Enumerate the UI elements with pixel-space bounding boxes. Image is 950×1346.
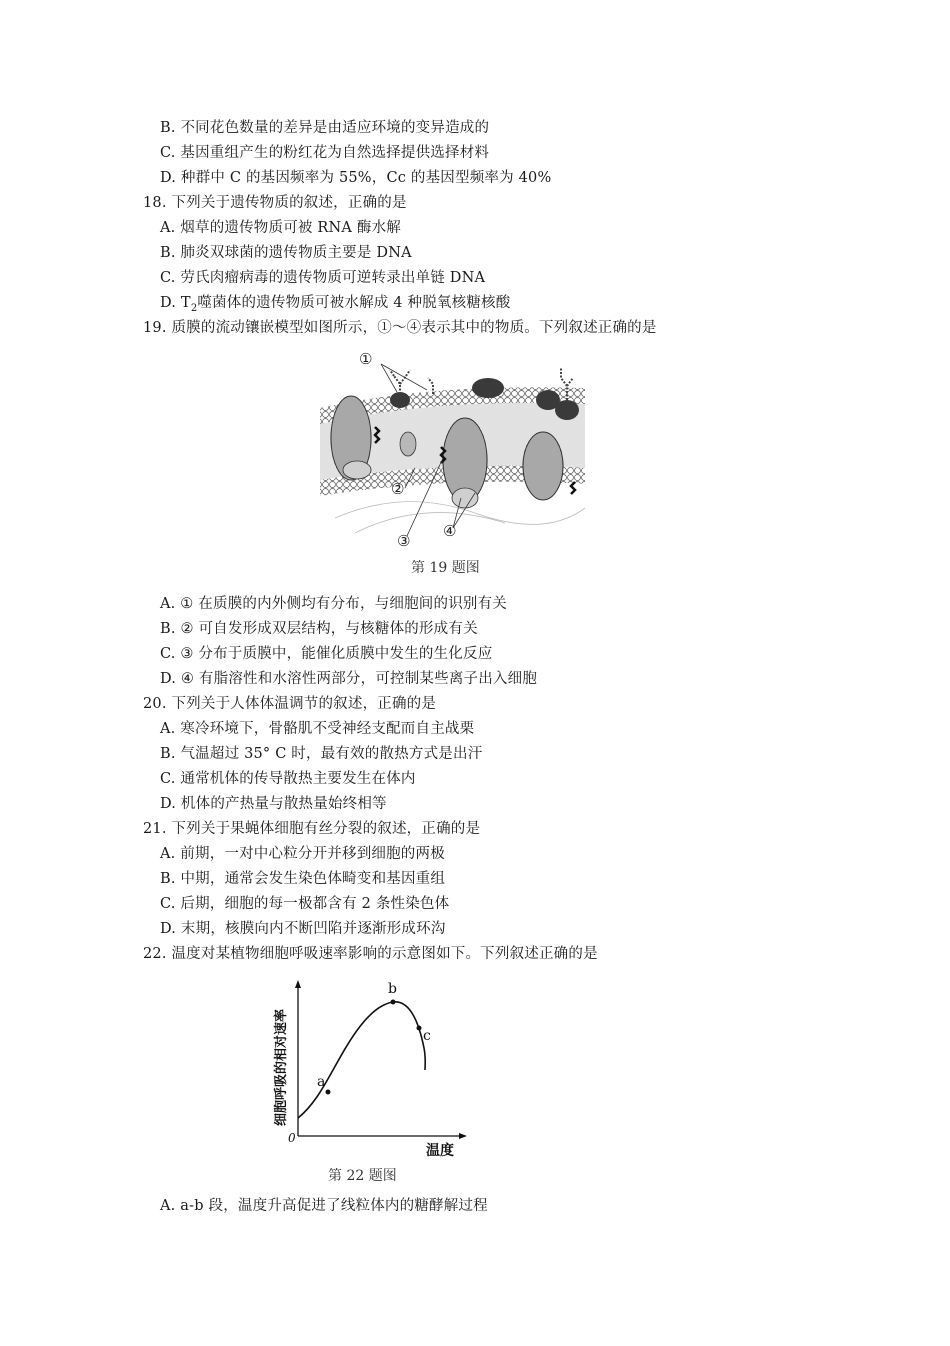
q21-option-b: B. 中期，通常会发生染色体畸变和基因重组 xyxy=(160,871,446,887)
q17-option-b: B. 不同花色数量的差异是由适应环境的变异造成的 xyxy=(160,120,490,136)
q21-option-a: A. 前期，一对中心粒分开并移到细胞的两极 xyxy=(160,846,445,862)
label-1: ① xyxy=(359,350,373,368)
q22-stem: 22. 温度对某植物细胞呼吸速率影响的示意图如下。下列叙述正确的是 xyxy=(143,946,598,962)
point-c xyxy=(417,1026,422,1031)
q21-stem: 21. 下列关于果蝇体细胞有丝分裂的叙述，正确的是 xyxy=(143,821,481,837)
q19-stem: 19. 质膜的流动镶嵌模型如图所示，①～④表示其中的物质。下列叙述正确的是 xyxy=(143,320,657,336)
y-axis-label: 细胞呼吸的相对速率 xyxy=(274,1008,289,1126)
q18-d-prefix: D. T xyxy=(160,295,191,311)
q21-option-d: D. 末期，核膜向内不断凹陷并逐渐形成环沟 xyxy=(160,921,446,937)
q18-d-subscript: 2 xyxy=(190,302,198,314)
q19-option-b: B. ② 可自发形成双层结构，与核糖体的形成有关 xyxy=(160,621,478,637)
q20-option-d: D. 机体的产热量与散热量始终相等 xyxy=(160,796,387,812)
rate-curve xyxy=(298,1002,425,1118)
q20-option-a: A. 寒冷环境下，骨骼肌不受神经支配而自主战栗 xyxy=(160,721,475,737)
q18-option-a: A. 烟草的遗传物质可被 RNA 酶水解 xyxy=(160,220,401,236)
label-3: ③ xyxy=(397,532,411,550)
q17-option-d: D. 种群中 C 的基因频率为 55%，Cc 的基因型频率为 40% xyxy=(160,170,552,186)
point-b xyxy=(391,1000,396,1005)
q17-option-c: C. 基因重组产生的粉红花为自然选择提供选择材料 xyxy=(160,145,490,161)
q18-stem: 18. 下列关于遗传物质的叙述，正确的是 xyxy=(143,195,407,211)
membrane-diagram xyxy=(315,348,590,553)
point-b-label: b xyxy=(388,981,397,997)
q18-option-c: C. 劳氏肉瘤病毒的遗传物质可逆转录出单链 DNA xyxy=(160,270,486,286)
q19-option-c: C. ③ 分布于质膜中，能催化质膜中发生的生化反应 xyxy=(160,646,493,662)
q22-option-a: A. a-b 段，温度升高促进了线粒体内的糖酵解过程 xyxy=(160,1198,488,1214)
origin-label: 0 xyxy=(288,1131,296,1145)
q20-option-b: B. 气温超过 35° C 时，最有效的散热方式是出汗 xyxy=(160,746,483,762)
q20-option-c: C. 通常机体的传导散热主要发生在体内 xyxy=(160,771,416,787)
q22-figure-caption: 第 22 题图 xyxy=(328,1168,397,1184)
respiration-rate-graph xyxy=(268,978,468,1163)
label-2: ② xyxy=(391,480,405,498)
q18-option-b: B. 肺炎双球菌的遗传物质主要是 DNA xyxy=(160,245,412,261)
q19-figure-caption: 第 19 题图 xyxy=(411,560,480,576)
x-axis-label: 温度 xyxy=(426,1143,454,1159)
point-c-label: c xyxy=(423,1028,431,1044)
q20-stem: 20. 下列关于人体体温调节的叙述，正确的是 xyxy=(143,696,437,712)
protein-3 xyxy=(523,432,563,500)
q18-option-d xyxy=(160,293,510,319)
point-a xyxy=(326,1090,331,1095)
q18-d-rest: 噬菌体的遗传物质可被水解成 4 种脱氧核糖核酸 xyxy=(197,295,511,311)
label-4: ④ xyxy=(443,522,457,540)
q19-option-a: A. ① 在质膜的内外侧均有分布，与细胞间的识别有关 xyxy=(160,596,507,612)
q19-option-d: D. ④ 有脂溶性和水溶性两部分，可控制某些离子出入细胞 xyxy=(160,671,538,687)
q21-option-c: C. 后期，细胞的每一极都含有 2 条性染色体 xyxy=(160,896,450,912)
point-a-label: a xyxy=(317,1074,326,1090)
